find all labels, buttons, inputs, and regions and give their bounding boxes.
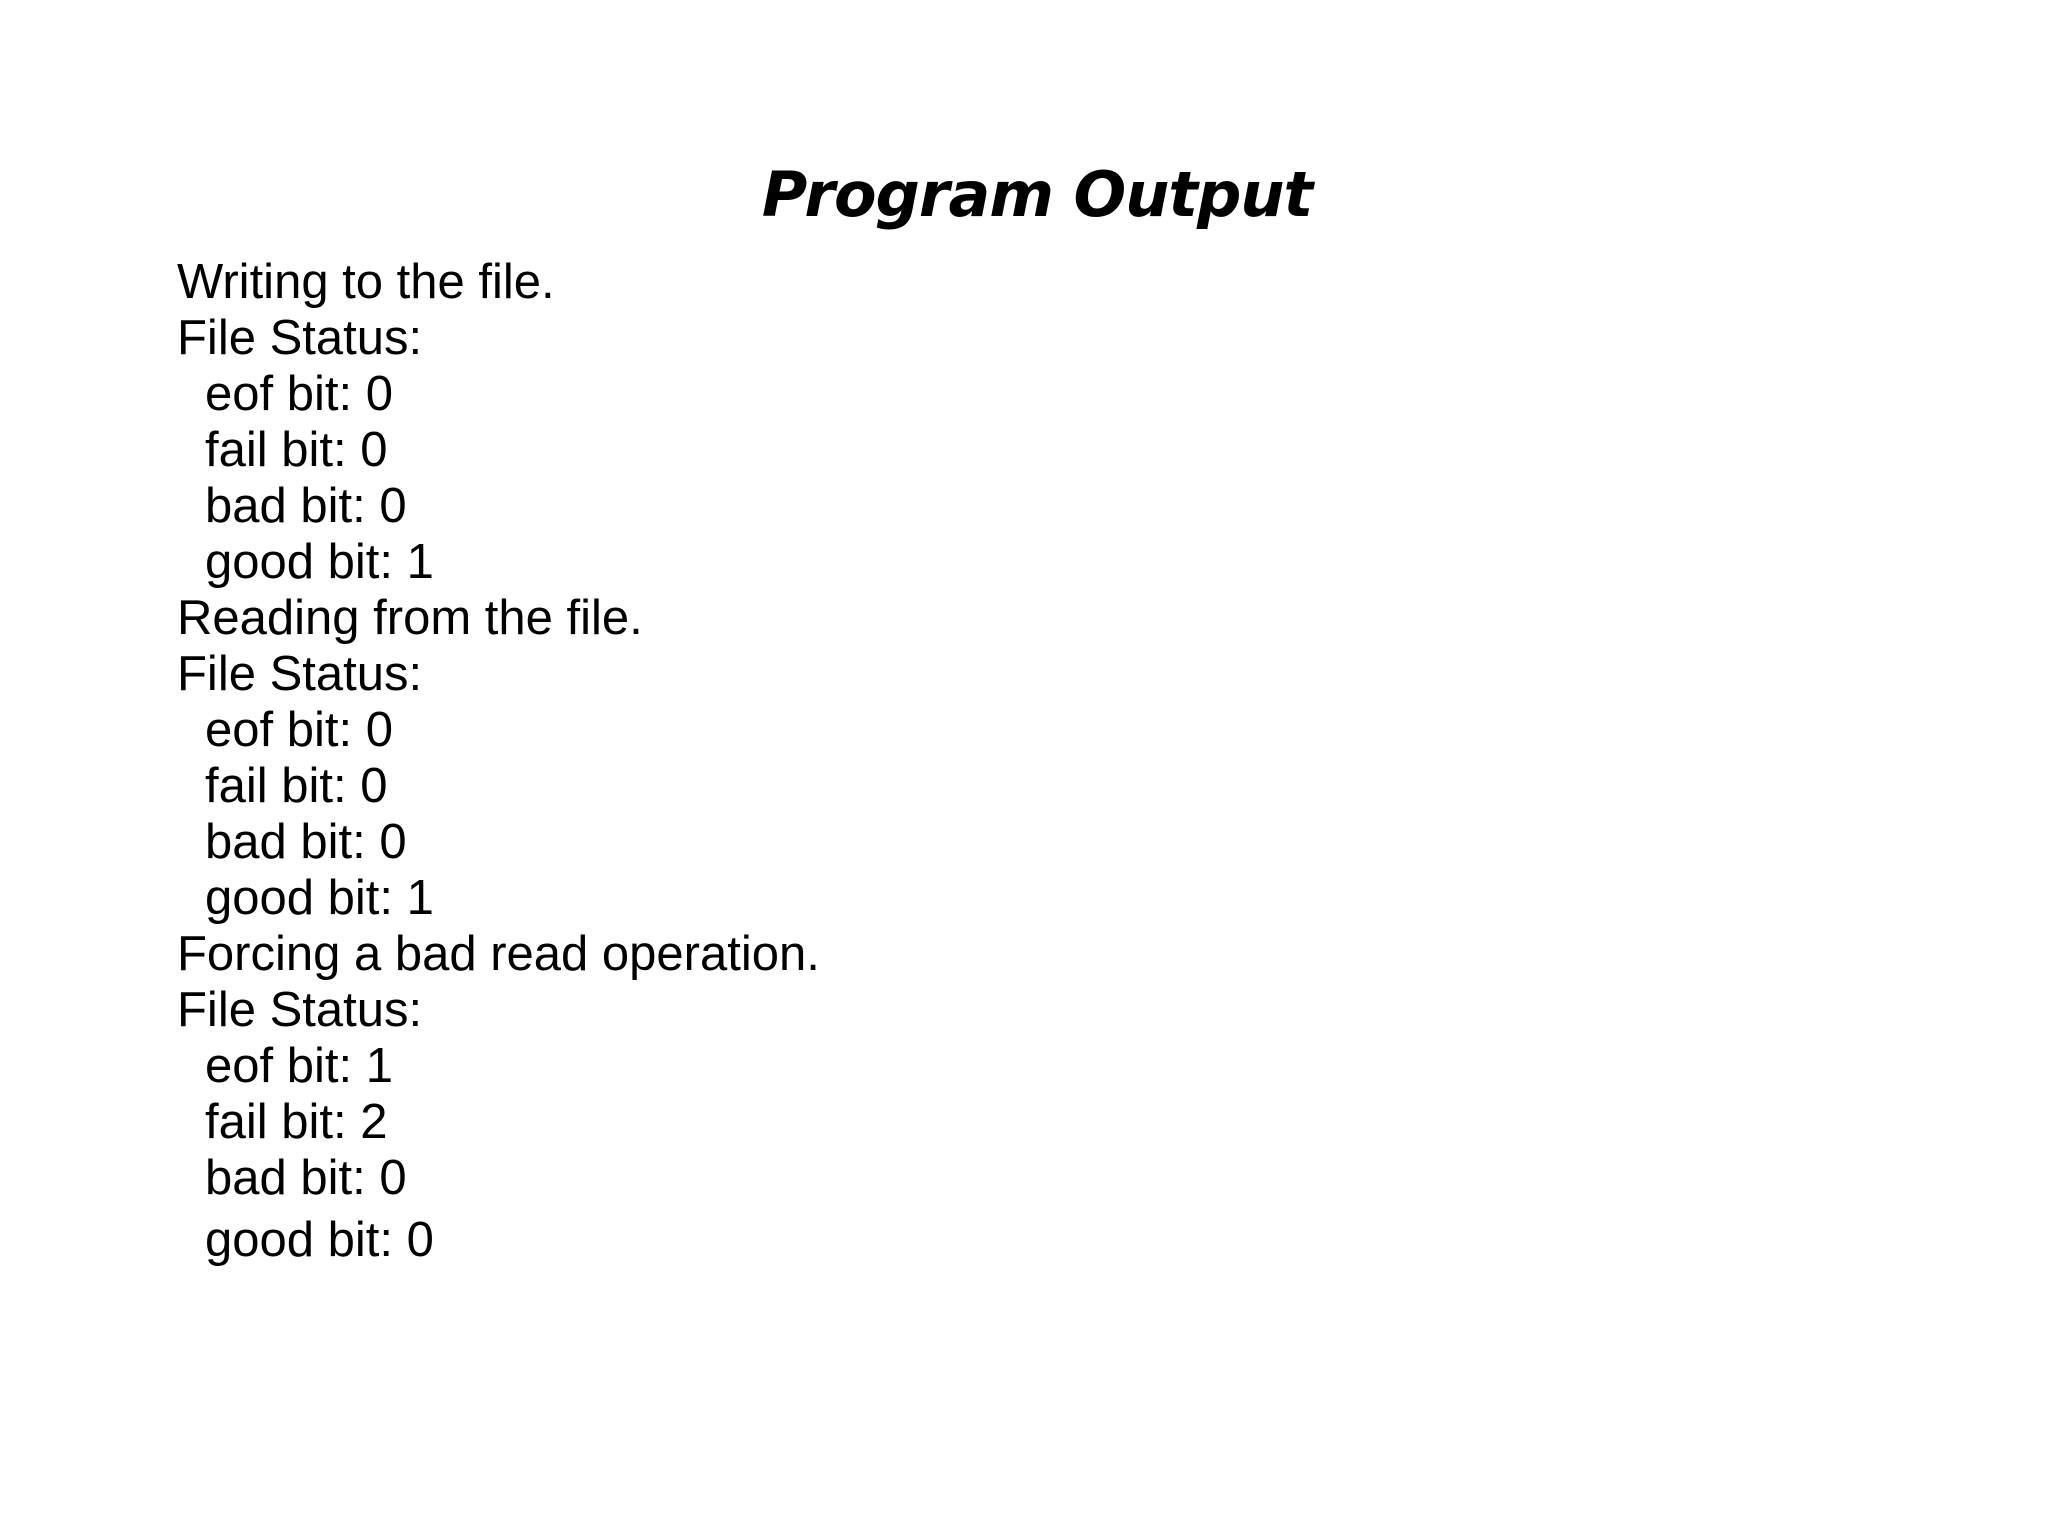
output-line: File Status: xyxy=(177,647,423,701)
output-line: bad bit: 0 xyxy=(205,815,407,869)
output-line: good bit: 1 xyxy=(205,535,434,589)
program-output-block xyxy=(177,254,820,1268)
slide-title: Program Output xyxy=(761,158,1313,231)
output-line: fail bit: 0 xyxy=(205,423,388,477)
output-line: fail bit: 0 xyxy=(205,759,388,813)
output-line: bad bit: 0 xyxy=(205,1151,407,1205)
output-line: bad bit: 0 xyxy=(205,479,407,533)
output-line: Reading from the file. xyxy=(177,591,643,645)
output-line: Forcing a bad read operation. xyxy=(177,927,820,981)
output-line: eof bit: 0 xyxy=(205,703,393,757)
output-line: good bit: 0 xyxy=(205,1213,434,1267)
output-line: Writing to the file. xyxy=(177,255,555,309)
output-line: good bit: 1 xyxy=(205,871,434,925)
output-line: eof bit: 0 xyxy=(205,367,393,421)
output-line: File Status: xyxy=(177,311,423,365)
output-line: File Status: xyxy=(177,983,423,1037)
output-line: fail bit: 2 xyxy=(205,1095,388,1149)
output-line: eof bit: 1 xyxy=(205,1039,393,1093)
